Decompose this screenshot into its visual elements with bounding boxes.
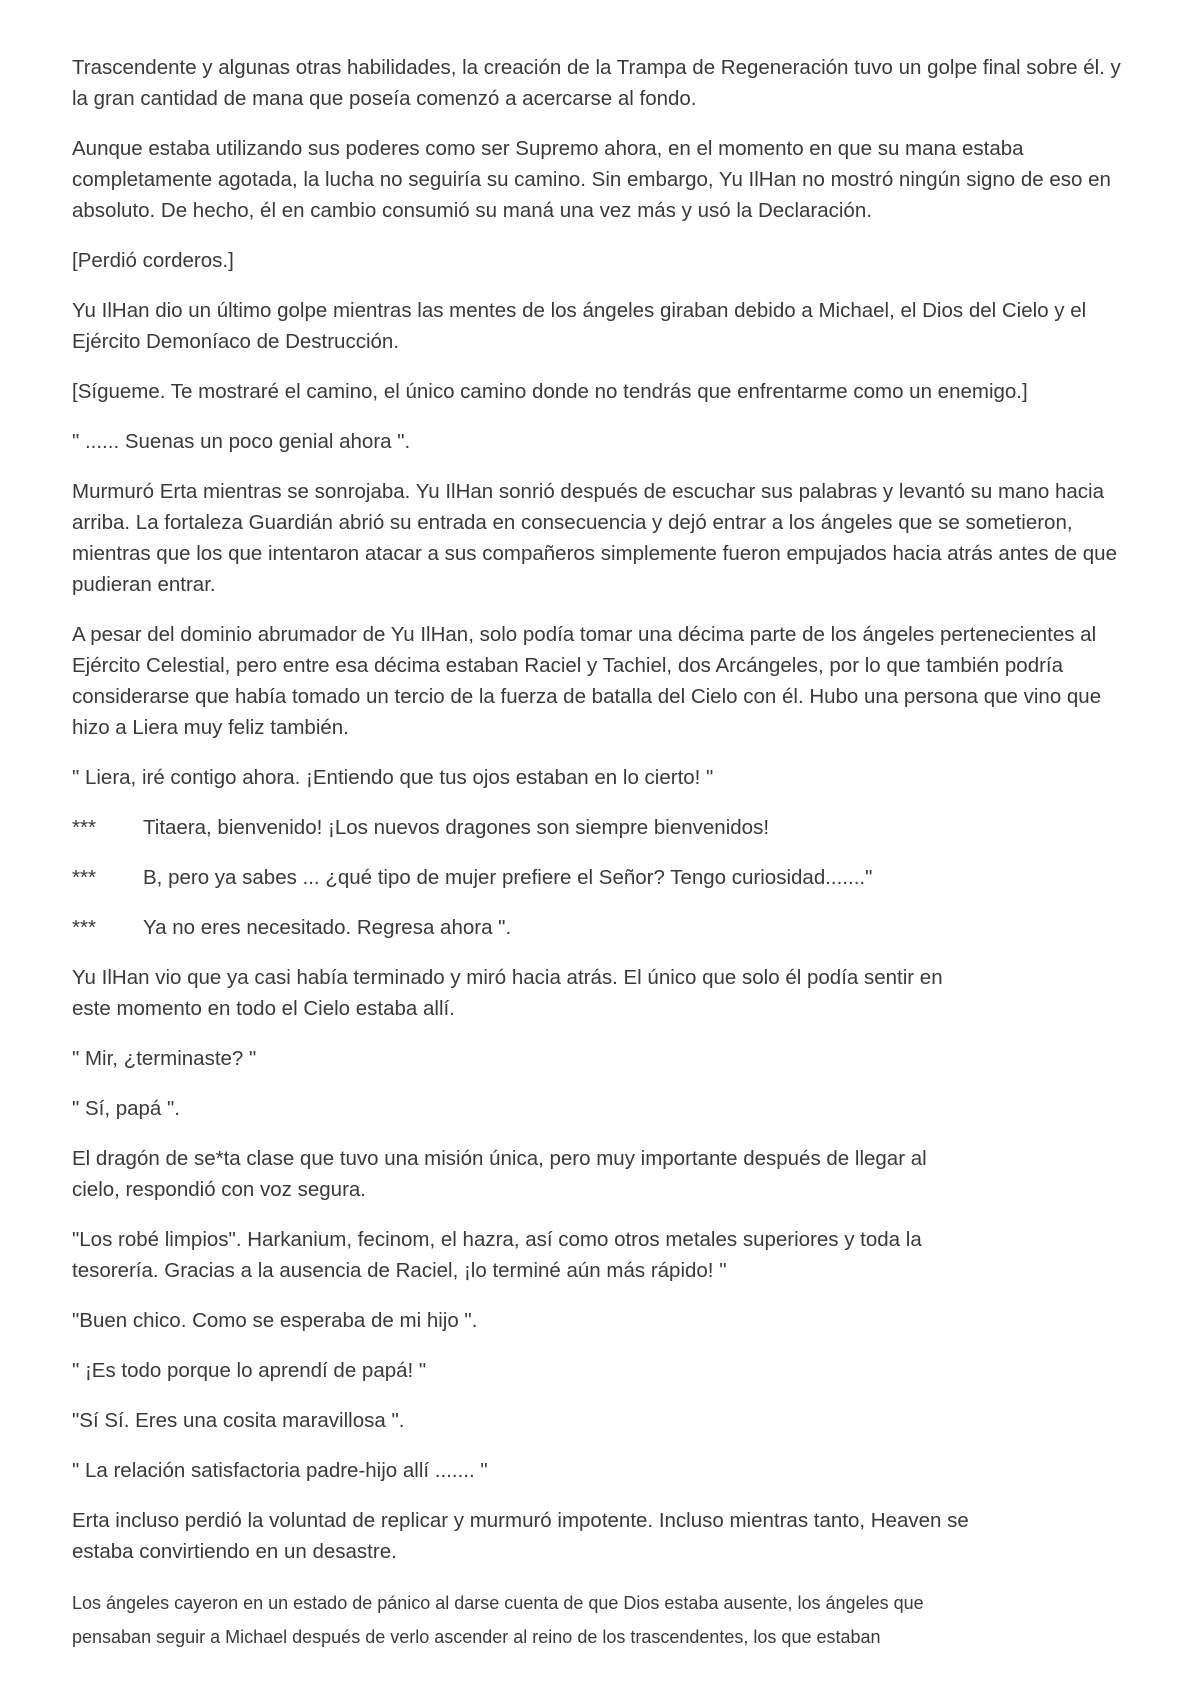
asterisk-mark: *** — [72, 916, 96, 939]
paragraph: "Buen chico. Como se esperaba de mi hijo ". — [72, 1309, 478, 1332]
paragraph: " ...... Suenas un poco genial ahora ". — [72, 430, 411, 453]
paragraph: Yu IlHan vio que ya casi había terminado y miró hacia atrás. El único que solo él podía sentir en este momento en todo el Cielo estaba allí. — [72, 966, 943, 1020]
starred-text: Titaera, bienvenido! ¡Los nuevos dragones son siempre bienvenidos! — [143, 816, 770, 839]
starred-text: Ya no eres necesitado. Regresa ahora ". — [143, 916, 512, 939]
paragraph: Trascendente y algunas otras habilidades, la creación de la Trampa de Regeneración tuvo un golpe final sobre él. y la gran cantidad de mana que poseía comenzó a acercarse al fondo. — [72, 56, 1121, 110]
paragraph: " Mir, ¿terminaste? " — [72, 1047, 257, 1070]
paragraph: [Sígueme. Te mostraré el camino, el único camino donde no tendrás que enfrentarme como un enemigo.] — [72, 380, 1028, 403]
asterisk-mark: *** — [72, 866, 96, 889]
paragraph: Aunque estaba utilizando sus poderes como ser Supremo ahora, en el momento en que su mana estaba completamente agotada, la lucha no seguiría su camino. Sin embargo, Yu IlHan no mostró ningún signo de eso en absoluto. De hecho, él en cambio consumió su maná una vez más y usó la Declaración. — [72, 137, 1111, 222]
paragraph: [Perdió corderos.] — [72, 249, 234, 272]
starred-text: B, pero ya sabes ... ¿qué tipo de mujer prefiere el Señor? Tengo curiosidad......." — [143, 866, 873, 889]
paragraph: " La relación satisfactoria padre-hijo allí ....... " — [72, 1459, 488, 1482]
paragraph: Murmuró Erta mientras se sonrojaba. Yu IlHan sonrió después de escuchar sus palabras y levantó su mano hacia arriba. La fortaleza Guardián abrió su entrada en consecuencia y dejó entrar a los ángeles que se sometieron, mientras que los que intentaron atacar a sus compañeros simplemente fueron empujados hacia atrás antes de que pudieran entrar. — [72, 480, 1117, 596]
paragraph: " Liera, iré contigo ahora. ¡Entiendo que tus ojos estaban en lo cierto! " — [72, 766, 714, 789]
document-page — [72, 52, 1132, 1673]
starred-line — [72, 812, 1132, 843]
starred-line — [72, 862, 1132, 893]
paragraph: Erta incluso perdió la voluntad de replicar y murmuró impotente. Incluso mientras tanto, Heaven se estaba convirtiendo en un desastre. — [72, 1509, 969, 1563]
paragraph: "Sí Sí. Eres una cosita maravillosa ". — [72, 1409, 405, 1432]
paragraph: El dragón de se*ta clase que tuvo una misión única, pero muy importante después de llegar al cielo, respondió con voz segura. — [72, 1147, 927, 1201]
starred-line — [72, 912, 1132, 943]
paragraph: " Sí, papá ". — [72, 1097, 181, 1120]
paragraph: Los ángeles cayeron en un estado de pánico al darse cuenta de que Dios estaba ausente, los ángeles que pensaban seguir a Michael después de verlo ascender al reino de los trascendentes, los que estaban — [72, 1593, 924, 1647]
paragraph: " ¡Es todo porque lo aprendí de papá! " — [72, 1359, 427, 1382]
asterisk-mark: *** — [72, 816, 96, 839]
paragraph: Yu IlHan dio un último golpe mientras las mentes de los ángeles giraban debido a Michael, el Dios del Cielo y el Ejército Demoníaco de Destrucción. — [72, 299, 1087, 353]
paragraph: A pesar del dominio abrumador de Yu IlHan, solo podía tomar una décima parte de los ángeles pertenecientes al Ejército Celestial, pero entre esa décima estaban Raciel y Tachiel, dos Arcángeles, por lo que también podría considerarse que había tomado un tercio de la fuerza de batalla del Cielo con él. Hubo una persona que vino que hizo a Liera muy feliz también. — [72, 623, 1102, 739]
paragraph: "Los robé limpios". Harkanium, fecinom, el hazra, así como otros metales superiores y toda la tesorería. Gracias a la ausencia de Raciel, ¡lo terminé aún más rápido! " — [72, 1228, 922, 1282]
